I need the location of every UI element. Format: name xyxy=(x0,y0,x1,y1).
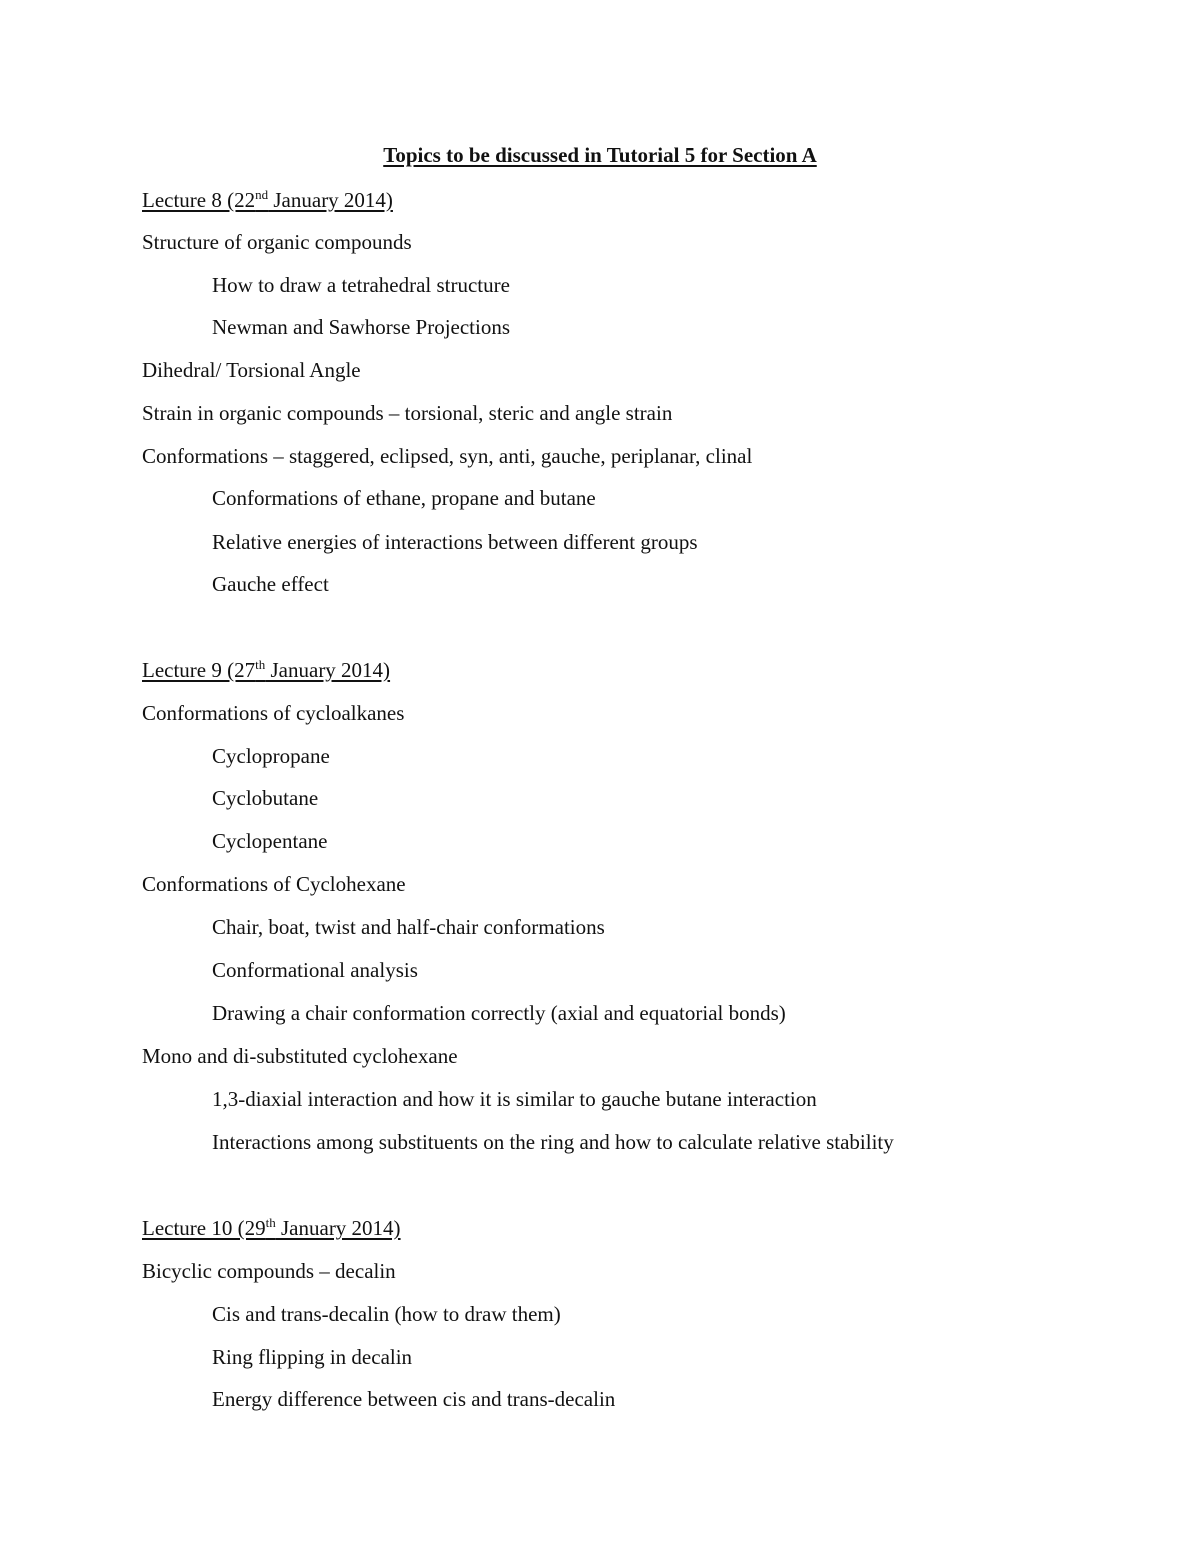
lecture-heading-date: January 2014) xyxy=(275,1216,401,1240)
lecture-10-heading xyxy=(142,1214,401,1242)
topic-item: Bicyclic compounds – decalin xyxy=(142,1259,396,1283)
ordinal-suffix: nd xyxy=(255,187,269,202)
lecture-heading-date: January 2014) xyxy=(265,658,391,682)
lecture-heading-date: January 2014) xyxy=(268,188,393,212)
subtopic-item: Ring flipping in decalin xyxy=(212,1345,413,1369)
subtopic-item: Cis and trans-decalin (how to draw them) xyxy=(212,1302,561,1326)
document-title: Topics to be discussed in Tutorial 5 for Section A xyxy=(383,143,817,167)
lecture-heading-text: Lecture 9 (27 xyxy=(142,658,256,682)
subtopic-item: How to draw a tetrahedral structure xyxy=(212,273,510,297)
lecture-9-heading xyxy=(142,656,390,684)
lecture-heading-text: Lecture 8 (22 xyxy=(142,188,256,212)
topic-item: Conformations of cycloalkanes xyxy=(142,701,405,725)
topic-item: Structure of organic compounds xyxy=(142,230,412,254)
topic-item: Conformations – staggered, eclipsed, syn, anti, gauche, periplanar, clinal xyxy=(142,444,753,468)
ordinal-suffix: th xyxy=(265,1215,276,1230)
subtopic-item: Conformational analysis xyxy=(212,958,418,982)
subtopic-item: Interactions among substituents on the ring and how to calculate relative stability xyxy=(212,1130,894,1154)
topic-item: Mono and di-substituted cyclohexane xyxy=(142,1044,458,1068)
subtopic-item: Gauche effect xyxy=(212,572,329,596)
lecture-8-heading xyxy=(142,186,393,214)
subtopic-item: Drawing a chair conformation correctly (axial and equatorial bonds) xyxy=(212,1001,786,1025)
subtopic-item: 1,3-diaxial interaction and how it is similar to gauche butane interaction xyxy=(212,1087,817,1111)
lecture-heading-text: Lecture 10 (29 xyxy=(142,1216,266,1240)
subtopic-item: Cyclopentane xyxy=(212,829,328,853)
ordinal-suffix: th xyxy=(255,657,266,672)
topic-item: Conformations of Cyclohexane xyxy=(142,872,406,896)
subtopic-item: Newman and Sawhorse Projections xyxy=(212,315,511,339)
topic-item: Strain in organic compounds – torsional, steric and angle strain xyxy=(142,401,673,425)
topic-item: Dihedral/ Torsional Angle xyxy=(142,358,361,382)
subtopic-item: Energy difference between cis and trans-decalin xyxy=(212,1387,616,1411)
subtopic-item: Relative energies of interactions between different groups xyxy=(212,530,698,554)
subtopic-item: Cyclopropane xyxy=(212,744,330,768)
subtopic-item: Conformations of ethane, propane and butane xyxy=(212,486,596,510)
subtopic-item: Chair, boat, twist and half-chair conformations xyxy=(212,915,605,939)
subtopic-item: Cyclobutane xyxy=(212,786,319,810)
